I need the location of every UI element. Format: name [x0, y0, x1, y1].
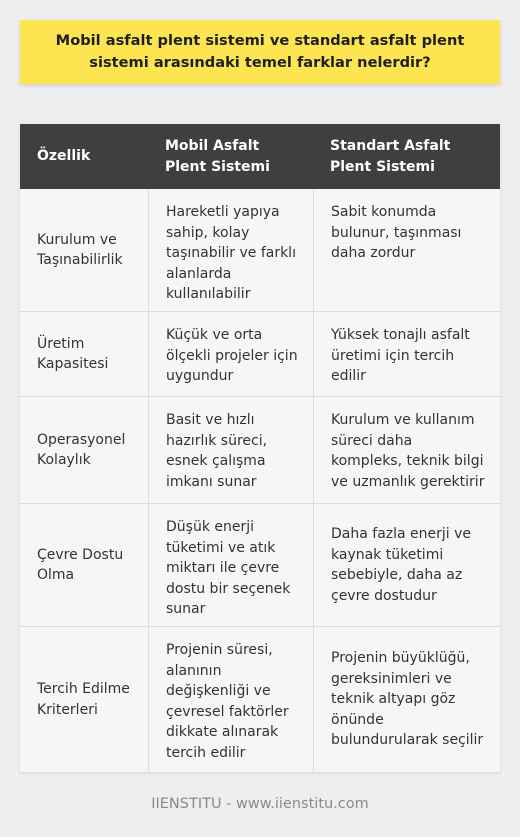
table-row: [20, 312, 500, 397]
header-standard: [313, 124, 500, 189]
header-feature: [20, 124, 148, 189]
mobile-cell: Projenin süresi, alanının değişkenliği ve çevresel faktörler dikkate alınarak tercih edilir: [148, 627, 313, 772]
feature-label: Kurulum ve Taşınabilirlik: [37, 231, 123, 268]
table-row: [20, 189, 500, 312]
mobile-cell: Küçük ve orta ölçekli projeler için uygundur: [148, 312, 313, 396]
feature-label: Operasyonel Kolaylık: [37, 431, 126, 468]
table-row: [20, 397, 500, 504]
standard-cell: [313, 627, 500, 772]
feature-label: Üretim Kapasitesi: [37, 335, 109, 372]
standard-cell: [313, 504, 500, 626]
standard-cell: Kurulum ve kullanım süreci daha kompleks, teknik bilgi ve uzmanlık gerektirir: [313, 397, 500, 503]
footer-credit: IIENSTITU - www.iienstitu.com: [151, 796, 369, 812]
header-feature-label: Özellik: [37, 148, 91, 165]
mobile-cell: Hareketli yapıya sahip, kolay taşınabilir ve farklı alanlarda kullanılabilir: [148, 189, 313, 311]
table-row: [20, 504, 500, 627]
header-mobile: [148, 124, 313, 189]
standard-text: Projenin büyüklüğü, gereksinimleri ve teknik altyapı göz önünde bulundurularak seçilir: [331, 650, 484, 749]
header-standard-label: Standart Asfalt Plent Sistemi: [330, 138, 451, 175]
standard-text: Daha fazla enerji ve kaynak tüketimi sebebiyle, daha az çevre dostudur: [331, 526, 472, 604]
feature-cell: [20, 189, 148, 311]
table-header-row: [20, 124, 500, 189]
feature-label: Tercih Edilme Kriterleri: [37, 681, 130, 718]
feature-cell: [20, 627, 148, 772]
feature-label: Çevre Dostu Olma: [37, 546, 124, 583]
mobile-cell: Basit ve hızlı hazırlık süreci, esnek çalışma imkanı sunar: [148, 397, 313, 503]
feature-cell: [20, 397, 148, 503]
mobile-cell: Düşük enerji tüketimi ve atık miktarı ile çevre dostu bir seçenek sunar: [148, 504, 313, 626]
standard-cell: Yüksek tonajlı asfalt üretimi için tercih edilir: [313, 312, 500, 396]
standard-cell: Sabit konumda bulunur, taşınması daha zordur: [313, 189, 500, 311]
feature-cell: [20, 504, 148, 626]
feature-cell: [20, 312, 148, 396]
comparison-table: [20, 124, 500, 772]
title-banner: [20, 20, 500, 84]
table-row: [20, 627, 500, 772]
page-title: Mobil asfalt plent sistemi ve standart asfalt plent sistemi arasındaki temel farklar nelerdir?: [55, 32, 465, 71]
header-mobile-label: Mobil Asfalt Plent Sistemi: [165, 138, 270, 175]
